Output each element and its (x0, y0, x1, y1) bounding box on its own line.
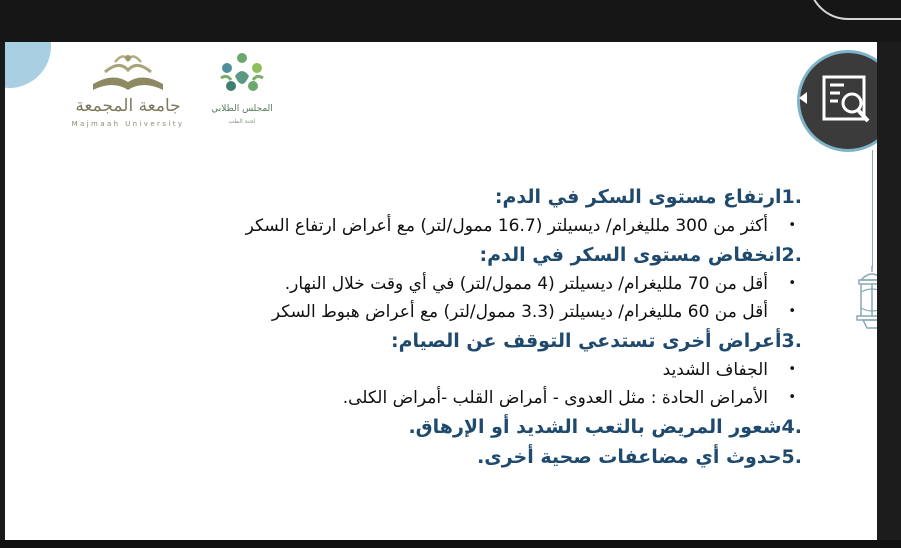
section-title-text: حدوث أي مضاعفات صحية أخرى. (477, 446, 782, 468)
bullet-dot-icon: • (788, 362, 796, 377)
section-title-text: ارتفاع مستوى السكر في الدم: (494, 186, 782, 208)
section-number: 5. (781, 446, 802, 468)
window-bottom-bar (0, 540, 901, 548)
bullet-dot-icon: • (788, 304, 796, 319)
university-name-en: Majmaah University (71, 120, 185, 128)
window-right-edge (877, 42, 901, 540)
bullet-dot-icon: • (788, 390, 796, 405)
section-number: 4. (781, 416, 802, 438)
section-title-1 (102, 182, 802, 212)
section-number: 1. (781, 186, 802, 208)
book-emblem-icon (53, 50, 203, 96)
bullet-text: الجفاف الشديد (662, 360, 768, 380)
section-title-4 (102, 412, 802, 442)
bullet-dot-icon: • (788, 218, 796, 233)
arrow-marker (799, 92, 807, 104)
council-name-ar: المجلس الطلابي (211, 104, 273, 114)
bullet-text: أقل من 70 ملليغرام/ ديسيلتر (4 ممول/لتر) في أي وقت خلال النهار. (284, 274, 768, 294)
bullet-item (102, 212, 802, 240)
corner-decoration (5, 42, 51, 88)
bullet-item (102, 298, 802, 326)
lantern-string (872, 150, 873, 268)
section-number: 3. (781, 330, 802, 352)
section-title-text: انخفاض مستوى السكر في الدم: (479, 244, 782, 266)
window-top-bar (0, 0, 901, 42)
university-logo (53, 50, 203, 132)
section-number: 2. (781, 244, 802, 266)
bullet-item (102, 356, 802, 384)
bullet-text: أكثر من 300 ملليغرام/ ديسيلتر (16.7 ممول/لتر) مع أعراض ارتفاع السكر (245, 216, 768, 236)
section-title-5 (102, 442, 802, 472)
bullet-item (102, 384, 802, 412)
fasting-stop-criteria (102, 182, 802, 472)
bullet-text: أقل من 60 ملليغرام/ ديسيلتر (3.3 ممول/لتر) مع أعراض هبوط السكر (271, 302, 768, 322)
section-title-text: أعراض أخرى تستدعي التوقف عن الصيام: (391, 330, 782, 352)
document-search-icon (818, 71, 877, 131)
section-title-text: شعور المريض بالتعب الشديد أو الإرهاق. (408, 416, 782, 438)
council-subtitle: لجنة الطب (228, 118, 256, 125)
section-title-2 (102, 240, 802, 270)
bullet-item (102, 270, 802, 298)
bullet-text: الأمراض الحادة : مثل العدوى - أمراض القلب -أمراض الكلى. (342, 388, 768, 408)
university-name-ar: جامعة المجمعة (75, 96, 181, 116)
bullet-dot-icon: • (788, 276, 796, 291)
section-title-3 (102, 326, 802, 356)
council-emblem-icon (205, 48, 279, 104)
document-search-badge (797, 50, 877, 152)
student-council-logo (205, 48, 279, 132)
slide (5, 42, 877, 540)
lantern-icon (851, 264, 877, 334)
